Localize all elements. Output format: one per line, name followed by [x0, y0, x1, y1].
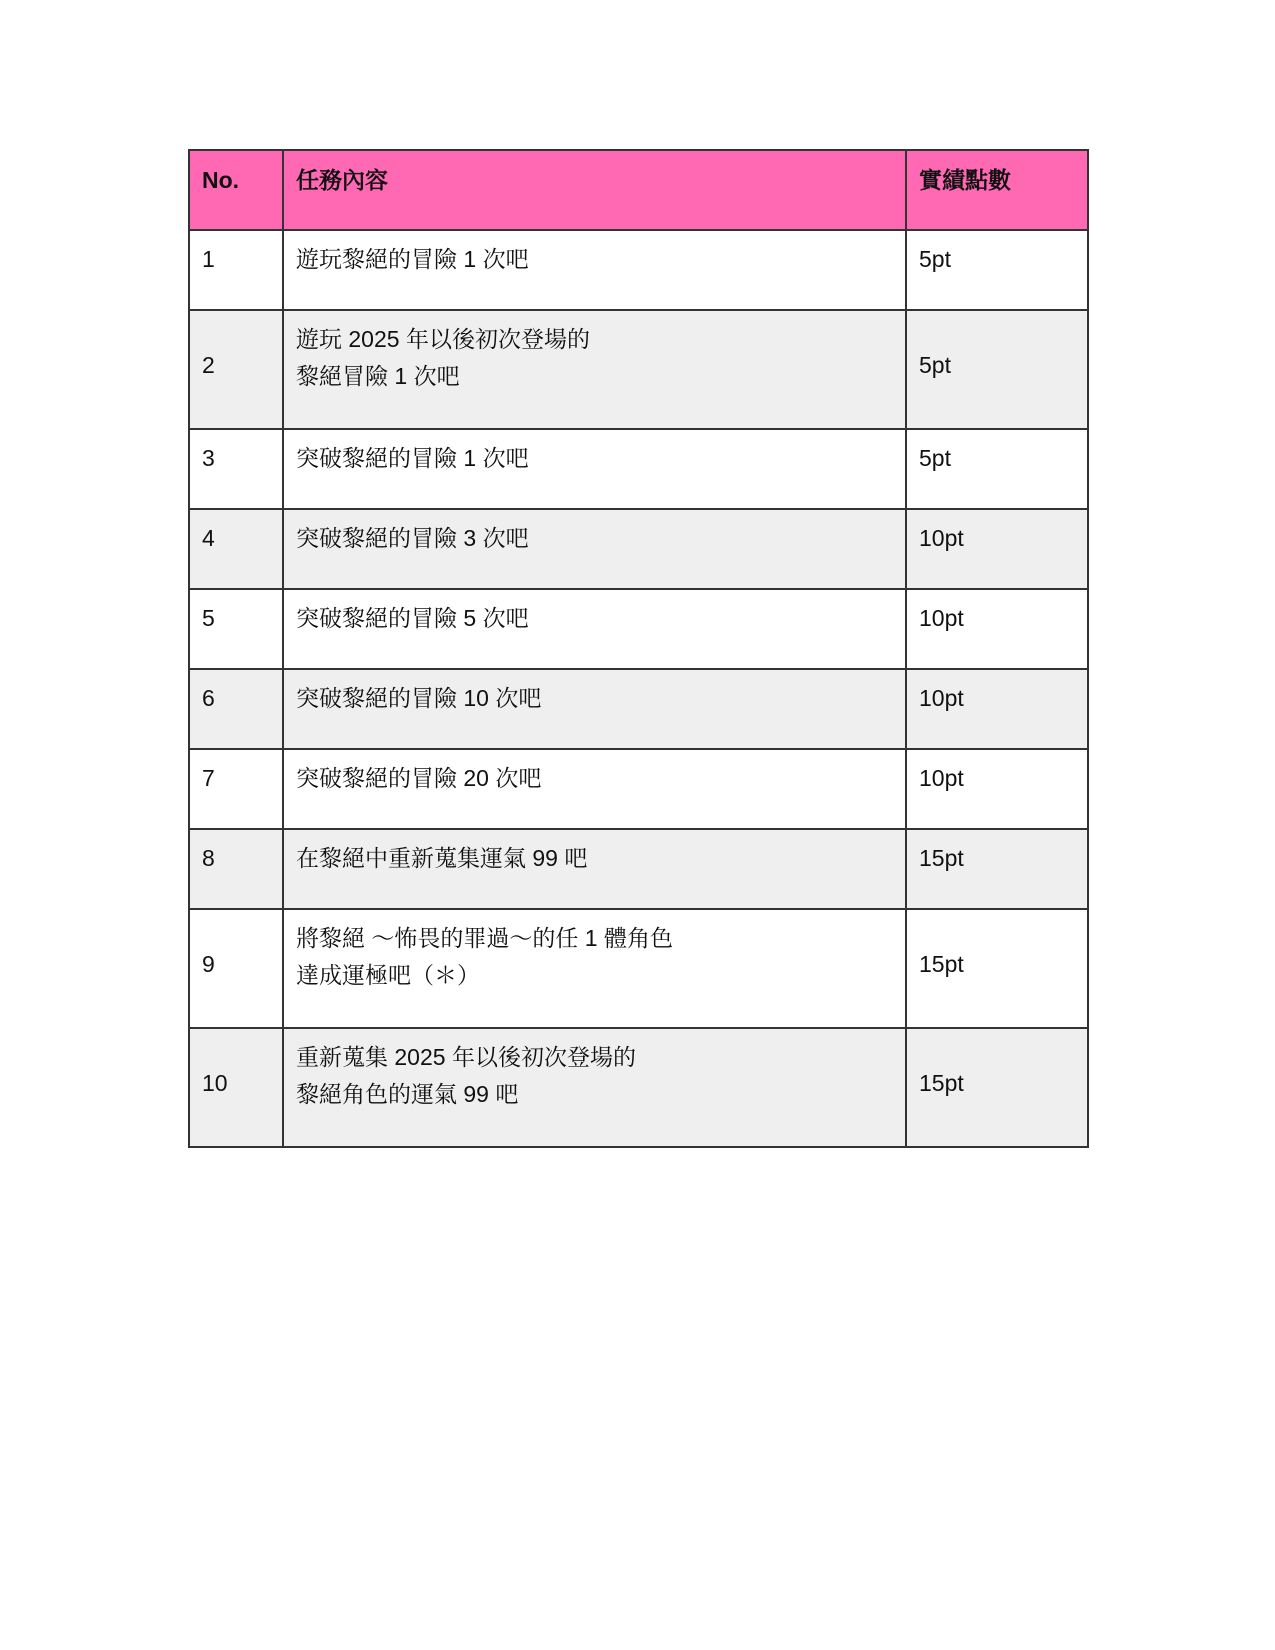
table-row: [189, 749, 1088, 829]
table-row: [189, 589, 1088, 669]
table-row: [189, 669, 1088, 749]
row-task: [283, 589, 906, 669]
row-points: 5pt: [906, 429, 1088, 509]
table-row: [189, 310, 1088, 429]
task-line: 達成運極吧（＊）: [296, 962, 480, 988]
row-task: [283, 1028, 906, 1147]
row-task: [283, 230, 906, 310]
row-task: [283, 310, 906, 429]
table-header: [189, 150, 1088, 230]
row-task: [283, 669, 906, 749]
header-points: 實績點數: [906, 150, 1088, 230]
row-number: 3: [189, 429, 283, 509]
row-task: [283, 509, 906, 589]
table-row: [189, 429, 1088, 509]
table-body: [189, 230, 1088, 1147]
row-task: [283, 429, 906, 509]
row-points: 10pt: [906, 509, 1088, 589]
task-line: 黎絕冒險 1 次吧: [296, 363, 460, 389]
row-points: 5pt: [906, 310, 1088, 429]
task-line: 黎絕角色的運氣 99 吧: [296, 1081, 519, 1107]
row-number: 10: [189, 1028, 283, 1147]
row-points: 10pt: [906, 669, 1088, 749]
task-line: 突破黎絕的冒險 5 次吧: [296, 605, 529, 631]
row-number: 1: [189, 230, 283, 310]
header-row: [189, 150, 1088, 230]
task-line: 突破黎絕的冒險 20 次吧: [296, 765, 542, 791]
row-points: 15pt: [906, 829, 1088, 909]
table-row: [189, 829, 1088, 909]
row-task: [283, 909, 906, 1028]
row-number: 5: [189, 589, 283, 669]
table-row: [189, 909, 1088, 1028]
row-number: 7: [189, 749, 283, 829]
task-line: 遊玩 2025 年以後初次登場的: [296, 326, 590, 352]
table-row: [189, 230, 1088, 310]
task-line: 將黎絕 ～怖畏的罪過～的任 1 體角色: [296, 925, 673, 951]
task-line: 在黎絕中重新蒐集運氣 99 吧: [296, 845, 588, 871]
row-task: [283, 749, 906, 829]
task-line: 遊玩黎絕的冒險 1 次吧: [296, 246, 529, 272]
task-line: 突破黎絕的冒險 10 次吧: [296, 685, 542, 711]
row-points: 10pt: [906, 589, 1088, 669]
table-row: [189, 509, 1088, 589]
row-points: 5pt: [906, 230, 1088, 310]
header-no: No.: [189, 150, 283, 230]
task-line: 突破黎絕的冒險 3 次吧: [296, 525, 529, 551]
row-number: 9: [189, 909, 283, 1028]
row-number: 2: [189, 310, 283, 429]
header-task: 任務內容: [283, 150, 906, 230]
row-number: 8: [189, 829, 283, 909]
mission-table: [188, 149, 1089, 1148]
table-row: [189, 1028, 1088, 1147]
row-points: 15pt: [906, 909, 1088, 1028]
row-task: [283, 829, 906, 909]
task-line: 重新蒐集 2025 年以後初次登場的: [296, 1044, 636, 1070]
row-points: 10pt: [906, 749, 1088, 829]
task-line: 突破黎絕的冒險 1 次吧: [296, 445, 529, 471]
row-number: 4: [189, 509, 283, 589]
row-number: 6: [189, 669, 283, 749]
row-points: 15pt: [906, 1028, 1088, 1147]
